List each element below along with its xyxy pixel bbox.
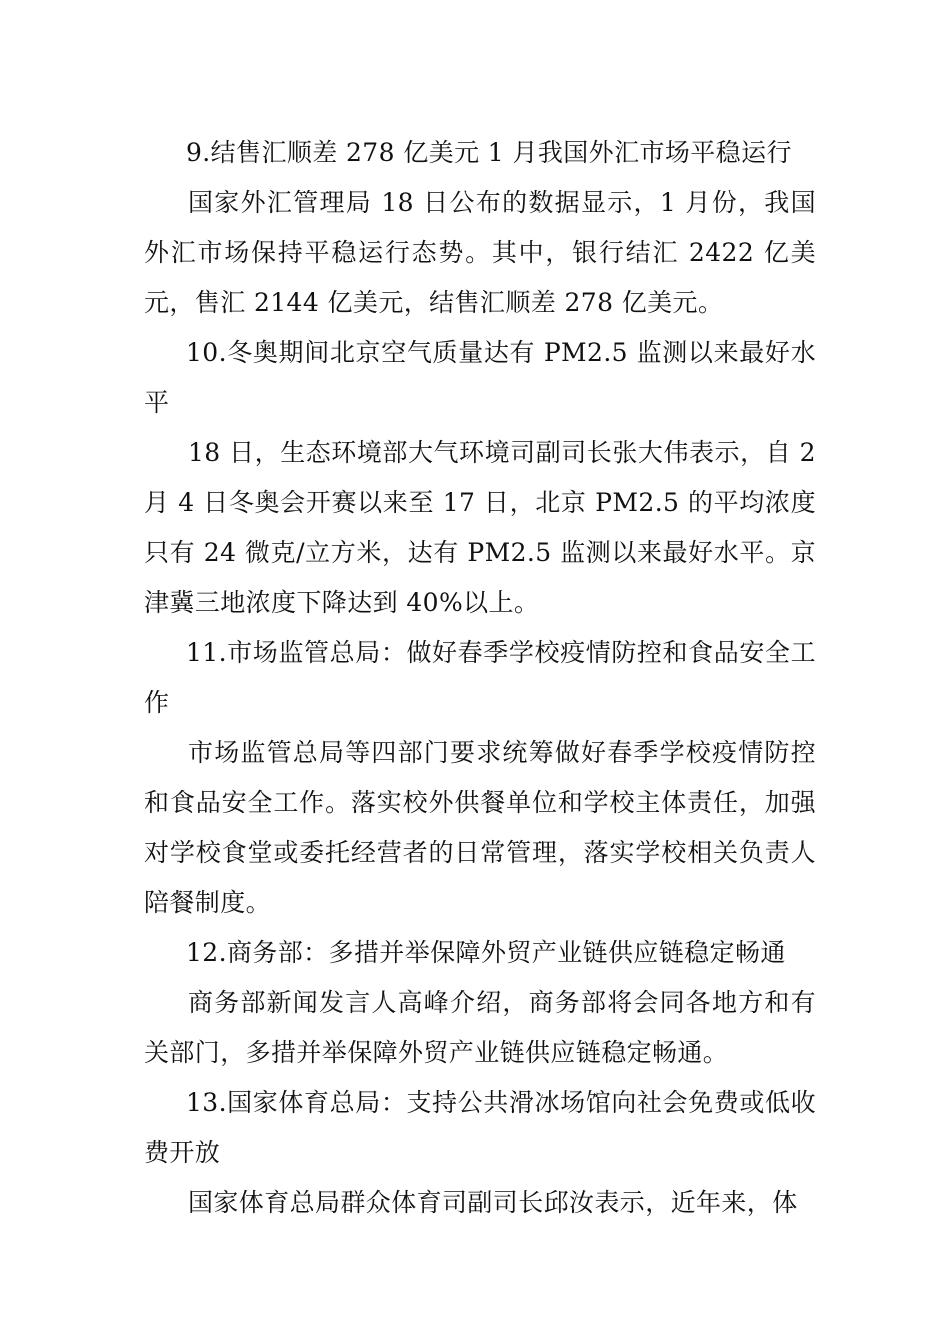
document-body	[144, 128, 816, 1228]
news-heading-11: 11.市场监管总局：做好春季学校疫情防控和食品安全工作	[144, 638, 816, 717]
news-heading-12: 12.商务部：多措并举保障外贸产业链供应链稳定畅通	[186, 938, 786, 967]
news-heading-10: 10.冬奥期间北京空气质量达有 PM2.5 监测以来最好水平	[144, 338, 816, 417]
news-heading-9: 9.结售汇顺差 278 亿美元 1 月我国外汇市场平稳运行	[186, 138, 792, 167]
news-paragraph-10: 18 日，生态环境部大气环境司副司长张大伟表示，自 2 月 4 日冬奥会开赛以来至 17 日，北京 PM2.5 的平均浓度只有 24 微克/立方米，达有 PM2.5 监测以来最好水平。京津冀三地浓度下降达到 40%以上。	[144, 438, 816, 617]
news-paragraph-12: 商务部新闻发言人高峰介绍，商务部将会同各地方和有关部门，多措并举保障外贸产业链供应链稳定畅通。	[144, 988, 816, 1067]
news-paragraph-13: 国家体育总局群众体育司副司长邱汝表示，近年来，体	[188, 1188, 798, 1217]
news-paragraph-11: 市场监管总局等四部门要求统筹做好春季学校疫情防控和食品安全工作。落实校外供餐单位和学校主体责任，加强对学校食堂或委托经营者的日常管理，落实学校相关负责人陪餐制度。	[144, 738, 816, 917]
news-paragraph-9: 国家外汇管理局 18 日公布的数据显示，1 月份，我国外汇市场保持平稳运行态势。其中，银行结汇 2422 亿美元，售汇 2144 亿美元，结售汇顺差 278 亿美元。	[144, 188, 816, 317]
news-heading-13: 13.国家体育总局：支持公共滑冰场馆向社会免费或低收费开放	[144, 1088, 816, 1167]
